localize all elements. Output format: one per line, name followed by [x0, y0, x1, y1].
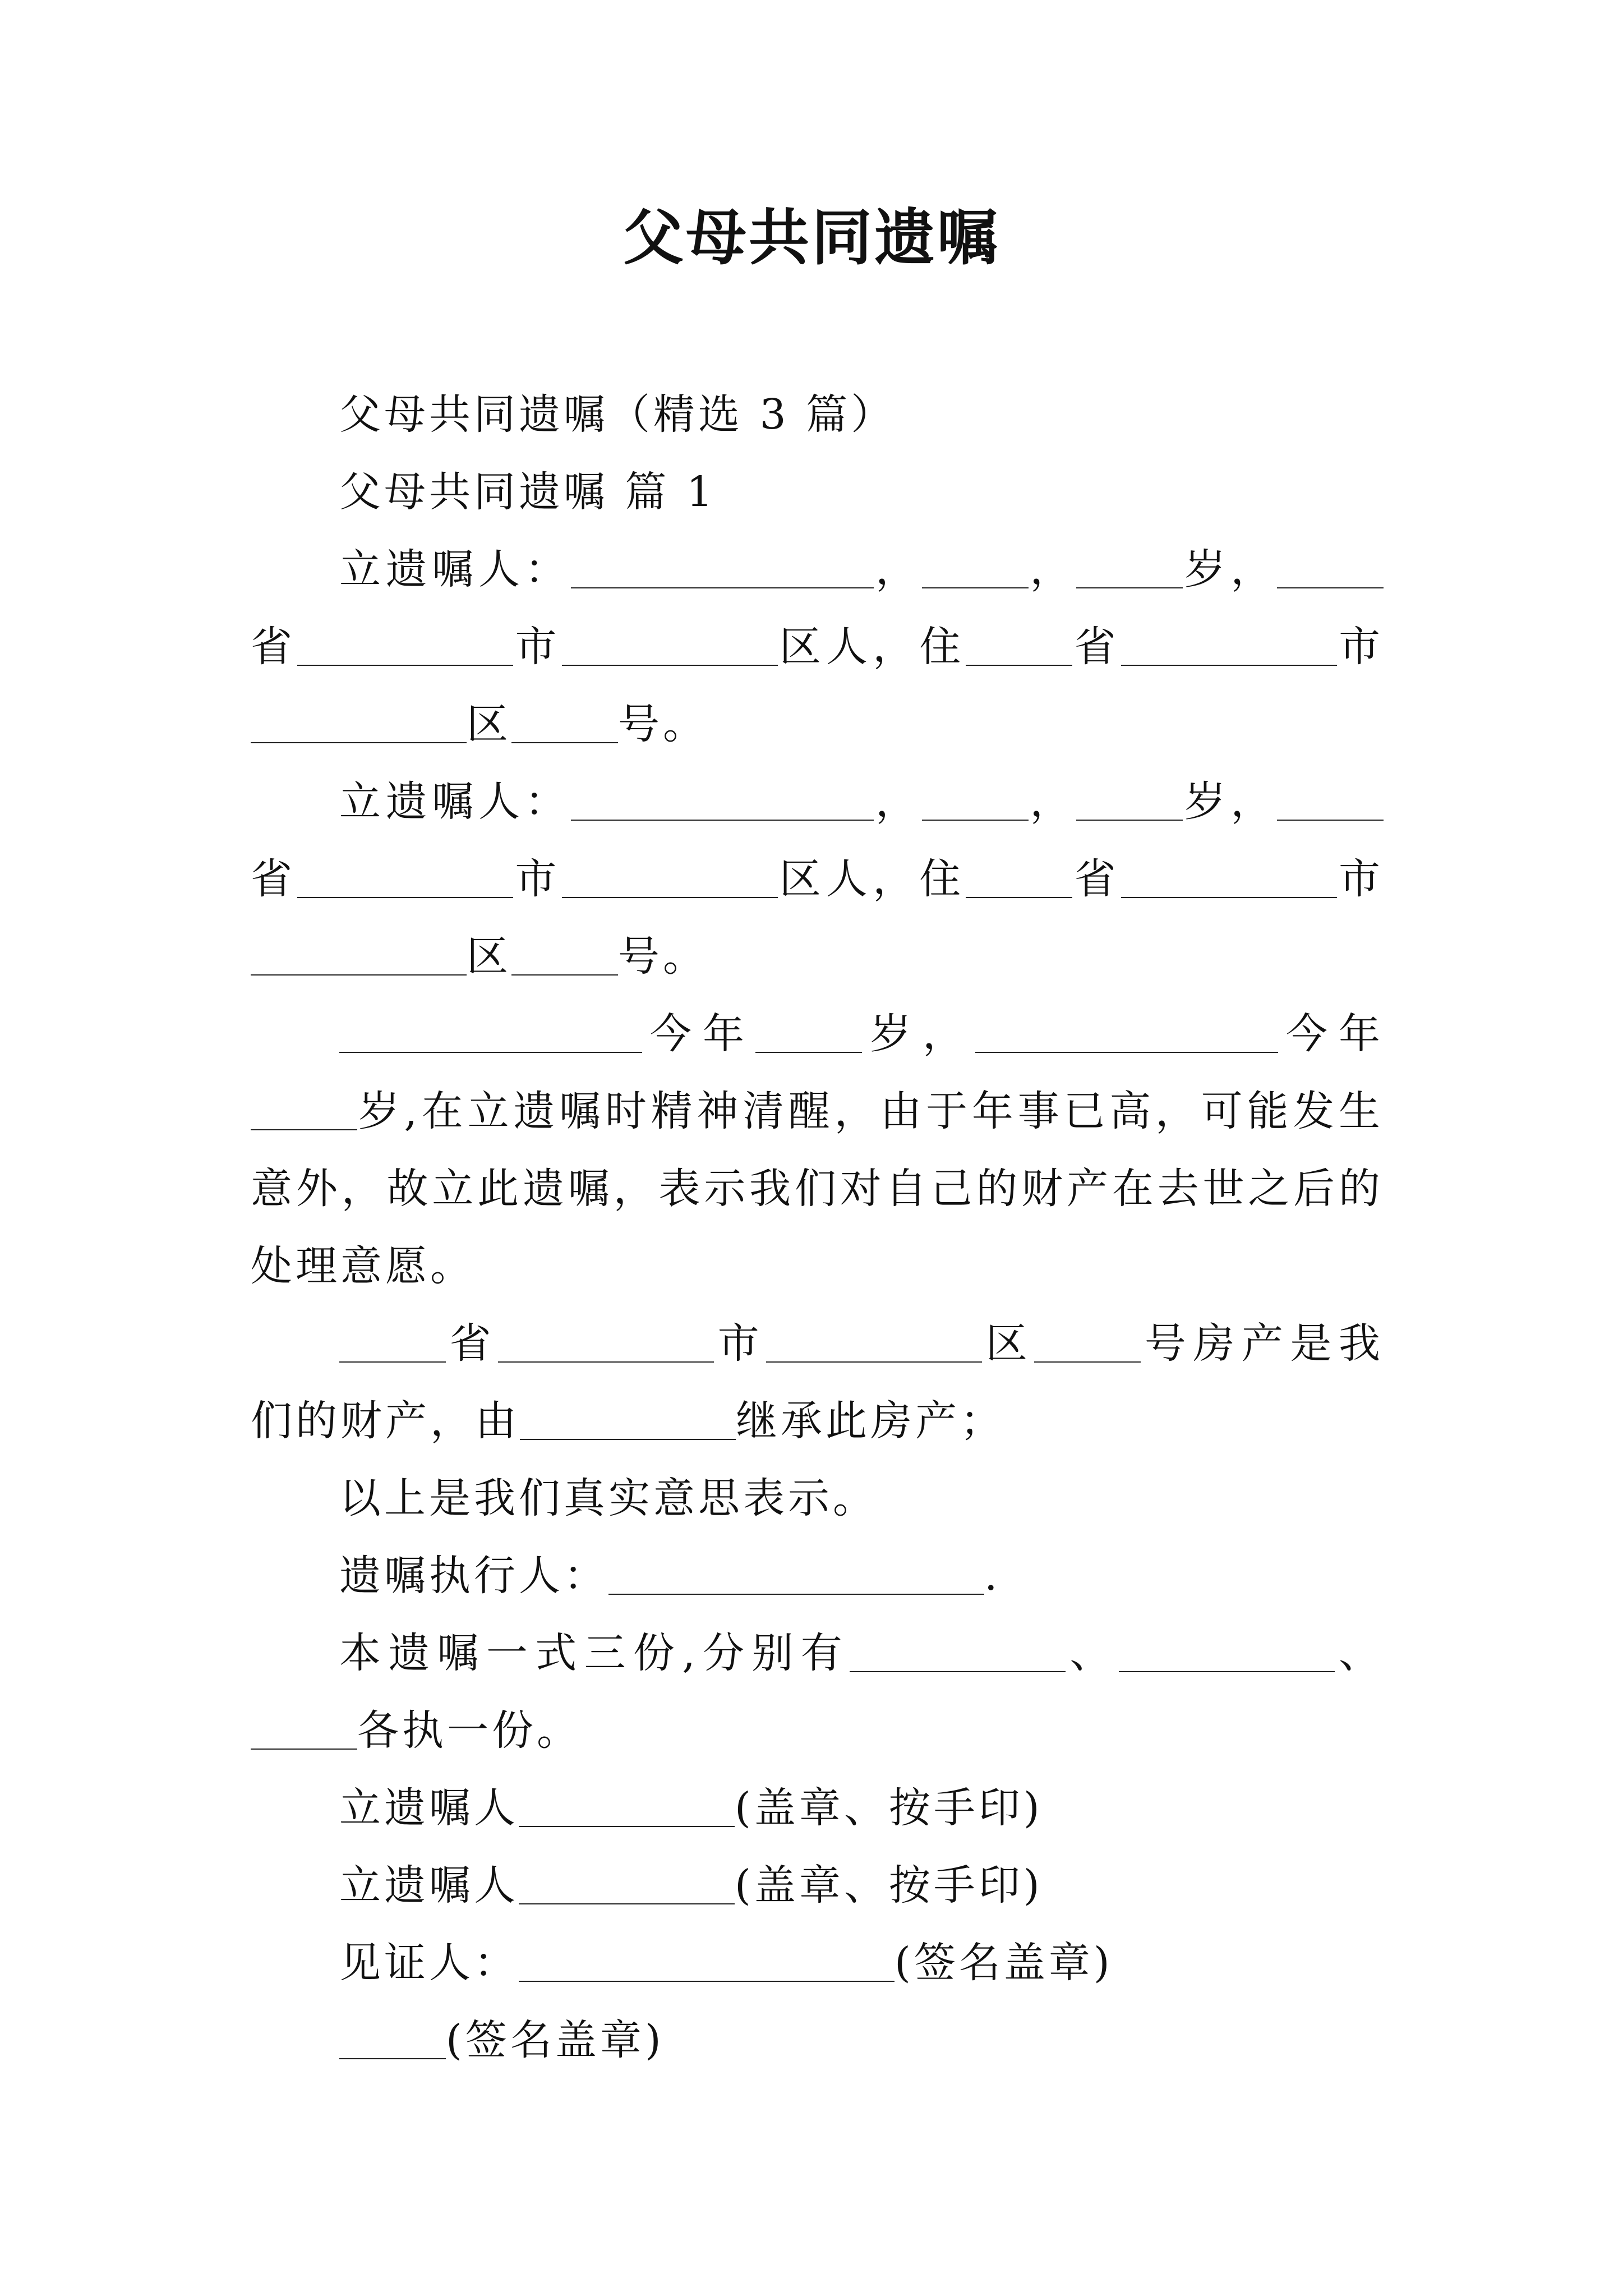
age-blank[interactable] — [1076, 780, 1183, 821]
residence-district-blank[interactable] — [251, 935, 467, 976]
copies-paragraph: 本遗嘱一式三份,分别有 、 、各执一份。 — [251, 1614, 1384, 1769]
signature-line-1: 立遗嘱人 (盖章、按手印) — [339, 1784, 1043, 1832]
statement-paragraph: 今年 岁， 今年岁,在立遗嘱时精神清醒，由于年事已高，可能发生意外，故立此遗嘱，表示我们对自己的财产在去世之后的处理意愿。 — [251, 1010, 1384, 1290]
signature-line-2: 立遗嘱人 (盖章、按手印) — [339, 1861, 1043, 1910]
residence-district-blank[interactable] — [251, 703, 467, 743]
name-blank[interactable] — [571, 780, 874, 821]
declaration: 以上是我们真实意思表示。 — [339, 1474, 878, 1522]
witness-2-blank[interactable] — [339, 2019, 446, 2059]
name-blank[interactable] — [571, 548, 874, 588]
testator-1-age-blank[interactable] — [755, 1013, 862, 1053]
witness-line: 见证人： (签名盖章) — [339, 1939, 1113, 1987]
origin-city-blank[interactable] — [297, 858, 513, 898]
residence-number-blank[interactable] — [511, 703, 618, 743]
residence-city-blank[interactable] — [1121, 858, 1337, 898]
section-heading: 父母共同遗嘱 篇 1 — [339, 468, 717, 516]
document-body — [251, 376, 1384, 2079]
property-city-blank[interactable] — [498, 1322, 714, 1363]
residence-number-blank[interactable] — [511, 935, 618, 976]
property-paragraph: 省 市 区 号房产是我们的财产，由 继承此房产； — [251, 1319, 1384, 1445]
testator-1-paragraph: 立遗嘱人： ， ， 岁，省 市 区人，住 省 市区 号。 — [251, 545, 1384, 748]
copy-holder-1-blank[interactable] — [850, 1632, 1066, 1672]
testator-2-age-blank[interactable] — [251, 1090, 357, 1130]
residence-city-blank[interactable] — [1121, 625, 1337, 666]
testator-2-name-blank[interactable] — [975, 1013, 1278, 1053]
executor-line: 遗嘱执行人： . — [339, 1552, 1001, 1600]
residence-province-blank[interactable] — [966, 858, 1072, 898]
subtitle: 父母共同遗嘱（精选 3 篇） — [339, 390, 896, 439]
origin-city-blank[interactable] — [297, 625, 513, 666]
age-blank[interactable] — [1076, 548, 1183, 588]
gender-blank[interactable] — [922, 780, 1029, 821]
heir-blank[interactable] — [520, 1400, 736, 1440]
origin-province-blank[interactable] — [1277, 780, 1384, 821]
testator-2-paragraph: 立遗嘱人： ， ， 岁，省 市 区人，住 省 市区 号。 — [251, 777, 1384, 981]
witness-line-2: (签名盖章) — [251, 2001, 1384, 2079]
copy-holder-2-blank[interactable] — [1119, 1632, 1335, 1672]
testator-label: 立遗嘱人： — [339, 777, 571, 826]
origin-province-blank[interactable] — [1277, 548, 1384, 588]
testator-1-name-blank[interactable] — [339, 1013, 642, 1053]
property-district-blank[interactable] — [766, 1322, 982, 1363]
residence-province-blank[interactable] — [966, 625, 1072, 666]
property-number-blank[interactable] — [1034, 1322, 1141, 1363]
origin-district-blank[interactable] — [562, 858, 778, 898]
origin-district-blank[interactable] — [562, 625, 778, 666]
signature-2-blank[interactable] — [519, 1864, 735, 1904]
gender-blank[interactable] — [922, 548, 1029, 588]
copy-holder-3-blank[interactable] — [251, 1709, 357, 1750]
executor-blank[interactable] — [608, 1554, 984, 1595]
witness-blank[interactable] — [519, 1941, 895, 1982]
property-province-blank[interactable] — [339, 1322, 446, 1363]
testator-label: 立遗嘱人： — [339, 545, 571, 593]
page-title: 父母共同遗嘱 — [623, 203, 1000, 273]
signature-1-blank[interactable] — [519, 1787, 735, 1827]
